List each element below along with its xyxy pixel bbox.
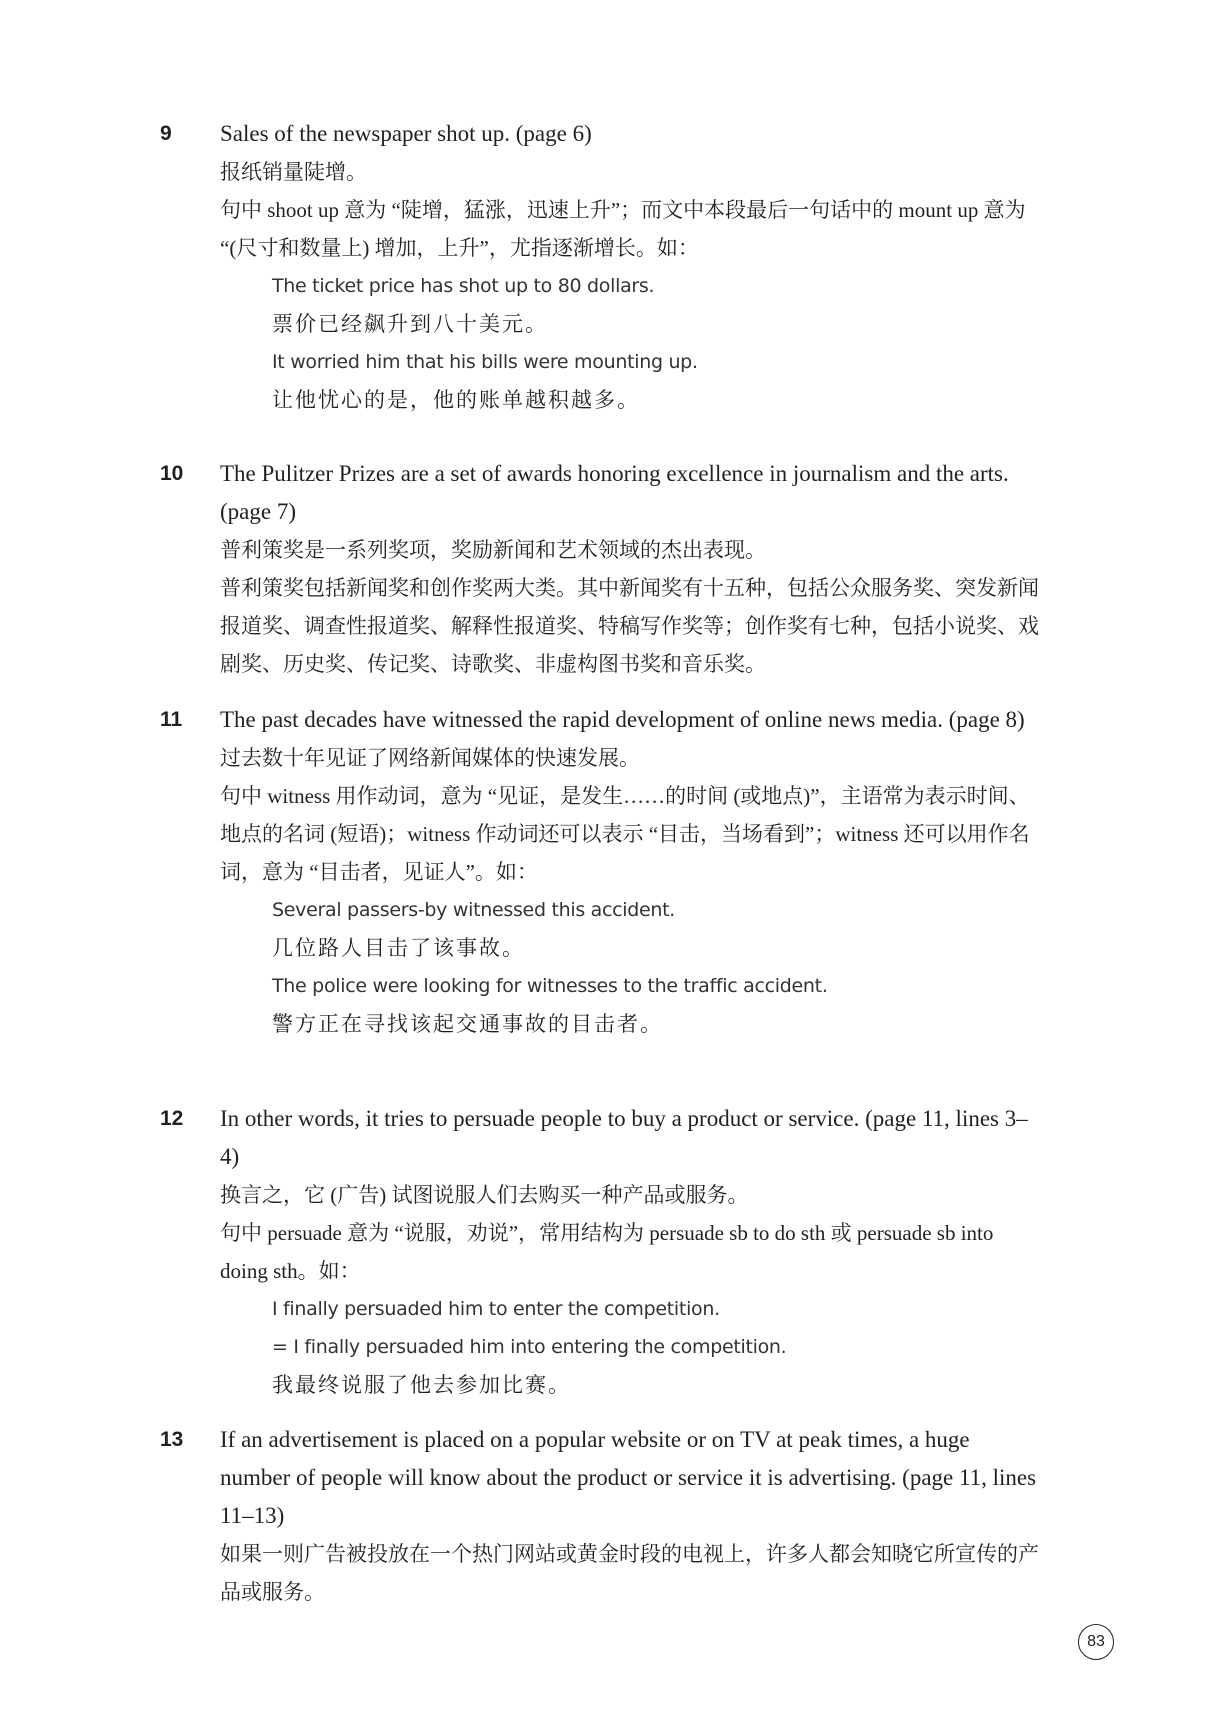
note-explanation: 句中 persuade 意为 “说服，劝说”，常用结构为 persuade sb to do sth 或 persuade sb into doing sth。如：: [220, 1221, 994, 1283]
example-chinese: 我最终说服了他去参加比赛。: [272, 1373, 571, 1397]
note-translation: 过去数十年见证了网络新闻媒体的快速发展。: [220, 746, 640, 770]
example-chinese: 让他忧心的是，他的账单越积越多。: [272, 388, 640, 412]
note-translation: 报纸销量陡增。: [220, 160, 367, 184]
note-explanation: 普利策奖包括新闻奖和创作奖两大类。其中新闻奖有十五种，包括公众服务奖、突发新闻报道奖、调查性报道奖、解释性报道奖、特稿写作奖等；创作奖有七种，包括小说奖、戏剧奖、历史奖、传记奖、诗歌奖、非虚构图书奖和音乐奖。: [220, 576, 1039, 676]
note-english-sentence: If an advertisement is placed on a popular website or on TV at peak times, a huge number of people will know about the product or service it is advertising. (page 11, lines 11–13): [220, 1427, 1037, 1528]
note-explanation: 句中 shoot up 意为 “陡增，猛涨，迅速上升”；而文中本段最后一句话中的 mount up 意为 “(尺寸和数量上) 增加，上升”，尤指逐渐增长。如：: [220, 198, 1026, 260]
note-english-sentence: In other words, it tries to persuade people to buy a product or service. (page 11, lines 3–4): [220, 1106, 1028, 1169]
example-chinese: 几位路人目击了该事故。: [272, 936, 525, 960]
page-number: 83: [1078, 1624, 1114, 1660]
note-9: [160, 115, 1040, 419]
note-number: 11: [160, 708, 183, 731]
note-10: [160, 455, 1040, 683]
example-chinese: 警方正在寻找该起交通事故的目击者。: [272, 1012, 663, 1036]
example-chinese: 票价已经飙升到八十美元。: [272, 312, 548, 336]
note-12: [160, 1100, 1040, 1404]
example-english: = I finally persuaded him into entering the competition.: [272, 1336, 787, 1358]
example-english: It worried him that his bills were mounting up.: [272, 351, 698, 373]
note-number: 12: [160, 1107, 184, 1130]
note-number: 9: [160, 122, 172, 145]
note-11: [160, 701, 1040, 1043]
note-english-sentence: Sales of the newspaper shot up. (page 6): [220, 121, 592, 146]
note-translation: 如果一则广告被投放在一个热门网站或黄金时段的电视上，许多人都会知晓它所宣传的产品或服务。: [220, 1542, 1039, 1604]
example-english: I finally persuaded him to enter the competition.: [272, 1298, 720, 1320]
note-english-sentence: The past decades have witnessed the rapid development of online news media. (page 8): [220, 707, 1025, 732]
note-explanation: 句中 witness 用作动词，意为 “见证，是发生……的时间 (或地点)”，主语常为表示时间、地点的名词 (短语)；witness 作动词还可以表示 “目击，当场看到”；witness 还可以用作名词，意为 “目击者，见证人”。如：: [220, 784, 1030, 884]
note-number: 10: [160, 462, 184, 485]
note-english-sentence: The Pulitzer Prizes are a set of awards honoring excellence in journalism and the arts. (page 7): [220, 461, 1009, 524]
note-translation: 普利策奖是一系列奖项，奖励新闻和艺术领域的杰出表现。: [220, 538, 766, 562]
example-english: The police were looking for witnesses to the traffic accident.: [272, 975, 828, 997]
note-number: 13: [160, 1428, 184, 1451]
example-english: Several passers-by witnessed this accident.: [272, 899, 676, 921]
example-english: The ticket price has shot up to 80 dollars.: [272, 275, 655, 297]
note-translation: 换言之，它 (广告) 试图说服人们去购买一种产品或服务。: [220, 1183, 749, 1207]
note-13: [160, 1421, 1040, 1611]
